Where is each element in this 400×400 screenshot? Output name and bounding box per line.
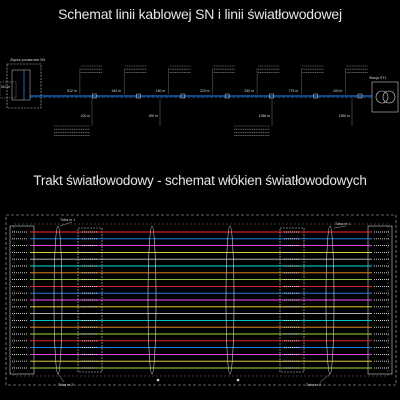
- fiber-lines: [30, 232, 372, 368]
- tube-label-top-right: Tuba nr 1: [335, 222, 351, 226]
- segment-labels-bottom: [54, 98, 352, 136]
- lower-segment-label: 490 m: [148, 114, 158, 118]
- lower-segment-label: 1086 m: [258, 114, 270, 118]
- transformer-coil-1: [376, 91, 388, 103]
- segment-label: 775 m: [288, 89, 299, 93]
- tube-label-top-left: Tuba nr 1: [60, 218, 76, 222]
- segment-label: 340 m: [111, 89, 121, 93]
- segment-label: 160 m: [155, 89, 166, 93]
- lower-segment-label: 100 m: [80, 114, 90, 118]
- lower-segment-label: 1550 m: [338, 114, 350, 118]
- segment-labels-top: [67, 66, 367, 94]
- cable-line-schematic: [0, 58, 398, 136]
- transformer-coil-2: [383, 91, 395, 103]
- segment-label: 330 m: [244, 89, 254, 93]
- segment-label: 430 m: [332, 89, 343, 93]
- tube-leader-tr: [334, 226, 346, 228]
- bottom-node-right: [237, 379, 240, 382]
- measurement-joint-label: Złącze pomiarowe SN: [10, 58, 46, 62]
- fiber-tract-schematic: [6, 215, 396, 387]
- segment-label: 220 m: [200, 89, 210, 93]
- cable-line-title: Schemat linii kablowej SN i linii światłowodowej: [58, 6, 342, 22]
- tube-leader-br: [320, 374, 330, 382]
- segment-label: 512 m: [67, 89, 77, 93]
- measurement-joint-inner: [12, 70, 30, 100]
- tube-leader-bl: [58, 374, 64, 382]
- tube-label-bottom-right: Tuba nr 2: [306, 383, 322, 387]
- station-label: Stacja ST1: [369, 76, 387, 80]
- left-segment-label: 510 m: [1, 85, 10, 89]
- bottom-node-left: [157, 379, 160, 382]
- tube-label-bottom-left: Tuba nr 2: [58, 383, 74, 387]
- fiber-tract-title: Trakt światłowodowy - schemat włókien światłowodowych: [33, 173, 367, 188]
